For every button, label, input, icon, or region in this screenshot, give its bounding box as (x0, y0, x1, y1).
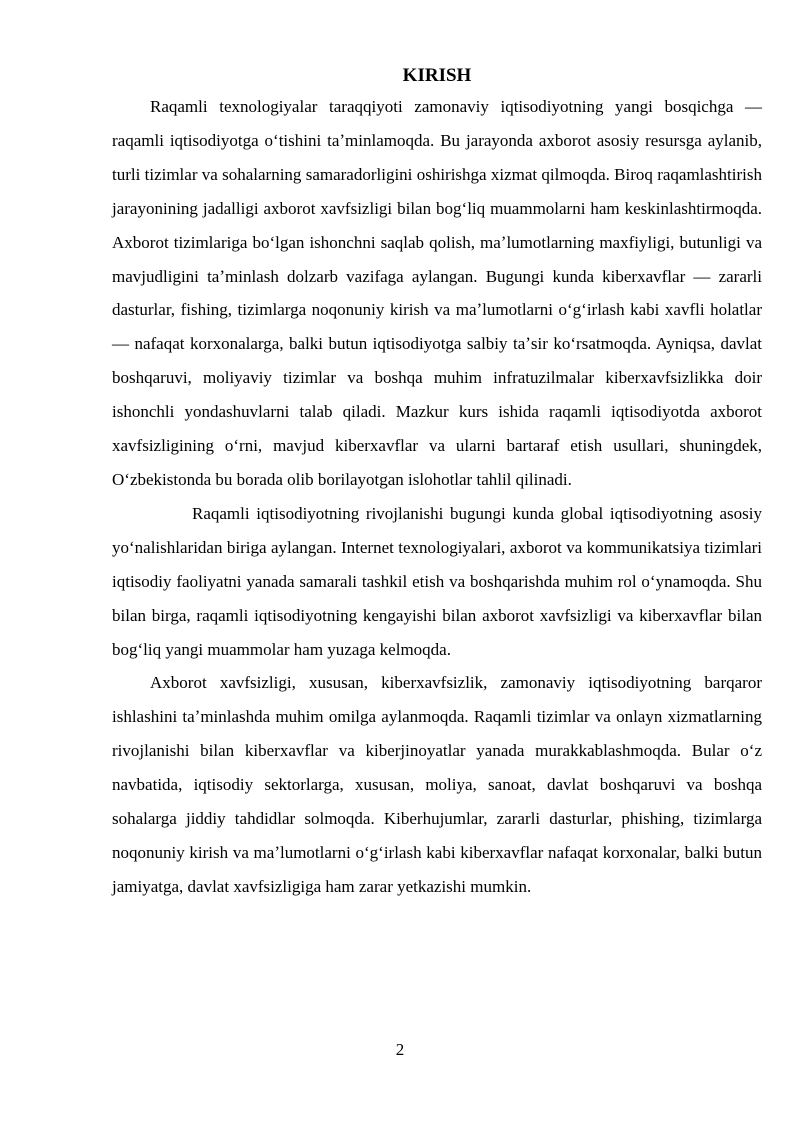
paragraph-introduction: Raqamli texnologiyalar taraqqiyoti zamonaviy iqtisodiyotning yangi bosqichga — raqamli iqtisodiyotga oʻtishini taʼminlamoqda. Bu jarayonda axborot asosiy resursga aylanib, turli tizimlar va sohalarning samaradorligini oshirishga xizmat qilmoqda. Biroq raqamlashtirish jarayonining jadalligi axborot xavfsizligi bilan bogʻliq muammolarni ham keskinlashtirmoqda. Axborot tizimlariga boʻlgan ishonchni saqlab qolish, maʼlumotlarning maxfiyligi, butunligi va mavjudligini taʼminlash dolzarb vazifaga aylangan. Bugungi kunda kiberxavflar — zararli dasturlar, fishing, tizimlarga noqonuniy kirish va maʼlumotlarni oʻgʻirlash kabi xavfli holatlar — nafaqat korxonalarga, balki butun iqtisodiyotga salbiy taʼsir koʻrsatmoqda. Ayniqsa, davlat boshqaruvi, moliyaviy tizimlar va boshqa muhim infratuzilmalar kiberxavfsizlikka doir ishonchli yondashuvlarni talab qiladi. Mazkur kurs ishida raqamli iqtisodiyotda axborot xavfsizligining oʻrni, mavjud kiberxavflar va ularni bartaraf etish usullari, shuningdek, Oʻzbekistonda bu borada olib borilayotgan islohotlar tahlil qilinadi. (112, 97, 762, 489)
page-number: 2 (395, 1040, 405, 1059)
document-page (112, 62, 762, 904)
paragraph-digital-economy: Raqamli iqtisodiyotning rivojlanishi bugungi kunda global iqtisodiyotning asosiy yoʻnalishlaridan biriga aylangan. Internet texnologiyalari, axborot va kommunikatsiya tizimlari iqtisodiy faoliyatni yanada samarali tashkil etish va boshqarishda muhim rol oʻynamoqda. Shu bilan birga, raqamli iqtisodiyotning kengayishi bilan axborot xavfsizligi va kiberxavflar bilan bogʻliq yangi muammolar ham yuzaga kelmoqda. (112, 503, 762, 659)
section-title: KIRISH (402, 65, 472, 86)
paragraph-cybersecurity: Axborot xavfsizligi, xususan, kiberxavfsizlik, zamonaviy iqtisodiyotning barqaror ishlashini taʼminlashda muhim omilga aylanmoqda. Raqamli tizimlar va onlayn xizmatlarning rivojlanishi bilan kiberxavflar va kiberjinoyatlar yanada murakkablashmoqda. Bular oʻz navbatida, iqtisodiy sektorlarga, xususan, moliya, sanoat, davlat boshqaruvi va boshqa sohalarga jiddiy tahdidlar solmoqda. Kiberhujumlar, zararli dasturlar, phishing, tizimlarga noqonuniy kirish va maʼlumotlarni oʻgʻirlash kabi kiberxavflar nafaqat korxonalar, balki butun jamiyatga, davlat xavfsizligiga ham zarar yetkazishi mumkin. (112, 673, 762, 896)
